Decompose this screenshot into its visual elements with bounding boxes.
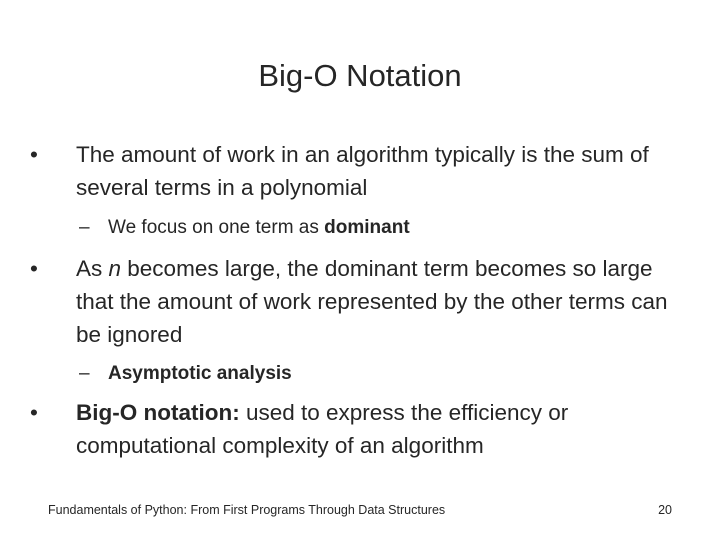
bullet-2-italic: n (108, 256, 122, 281)
bullet-2-pre: As (76, 256, 109, 281)
bullet-3-post: used to express the efficiency or computational complexity of an algorithm (76, 400, 569, 458)
bullet-marker: • (30, 400, 38, 425)
sub-bullet-marker: – (79, 363, 90, 384)
sub-bullet-2 (30, 360, 690, 388)
sub-bullet-2-bold: Asymptotic analysis (108, 363, 292, 384)
bullet-3 (30, 396, 690, 462)
sub-bullet-1-prefix: We focus on one term as (108, 217, 325, 238)
bullet-3-bold: Big-O notation: (76, 400, 240, 425)
sub-bullet-1-bold: dominant (324, 217, 410, 238)
sub-bullet-marker: – (79, 217, 90, 238)
bullet-2 (30, 252, 690, 351)
bullet-1 (30, 138, 690, 204)
bullet-1-text: The amount of work in an algorithm typically is the sum of several terms in a polynomial (76, 142, 649, 200)
bullet-marker: • (30, 256, 38, 281)
bullet-marker: • (30, 142, 38, 167)
slide-body (30, 138, 690, 462)
slide-title: Big-O Notation (258, 58, 462, 93)
footer-page-number: 20 (658, 503, 672, 517)
sub-bullet-1 (30, 214, 690, 242)
bullet-2-post: becomes large, the dominant term becomes so large that the amount of work represented by the other terms can be ignored (76, 256, 668, 347)
footer-book-title: Fundamentals of Python: From First Programs Through Data Structures (48, 503, 446, 517)
